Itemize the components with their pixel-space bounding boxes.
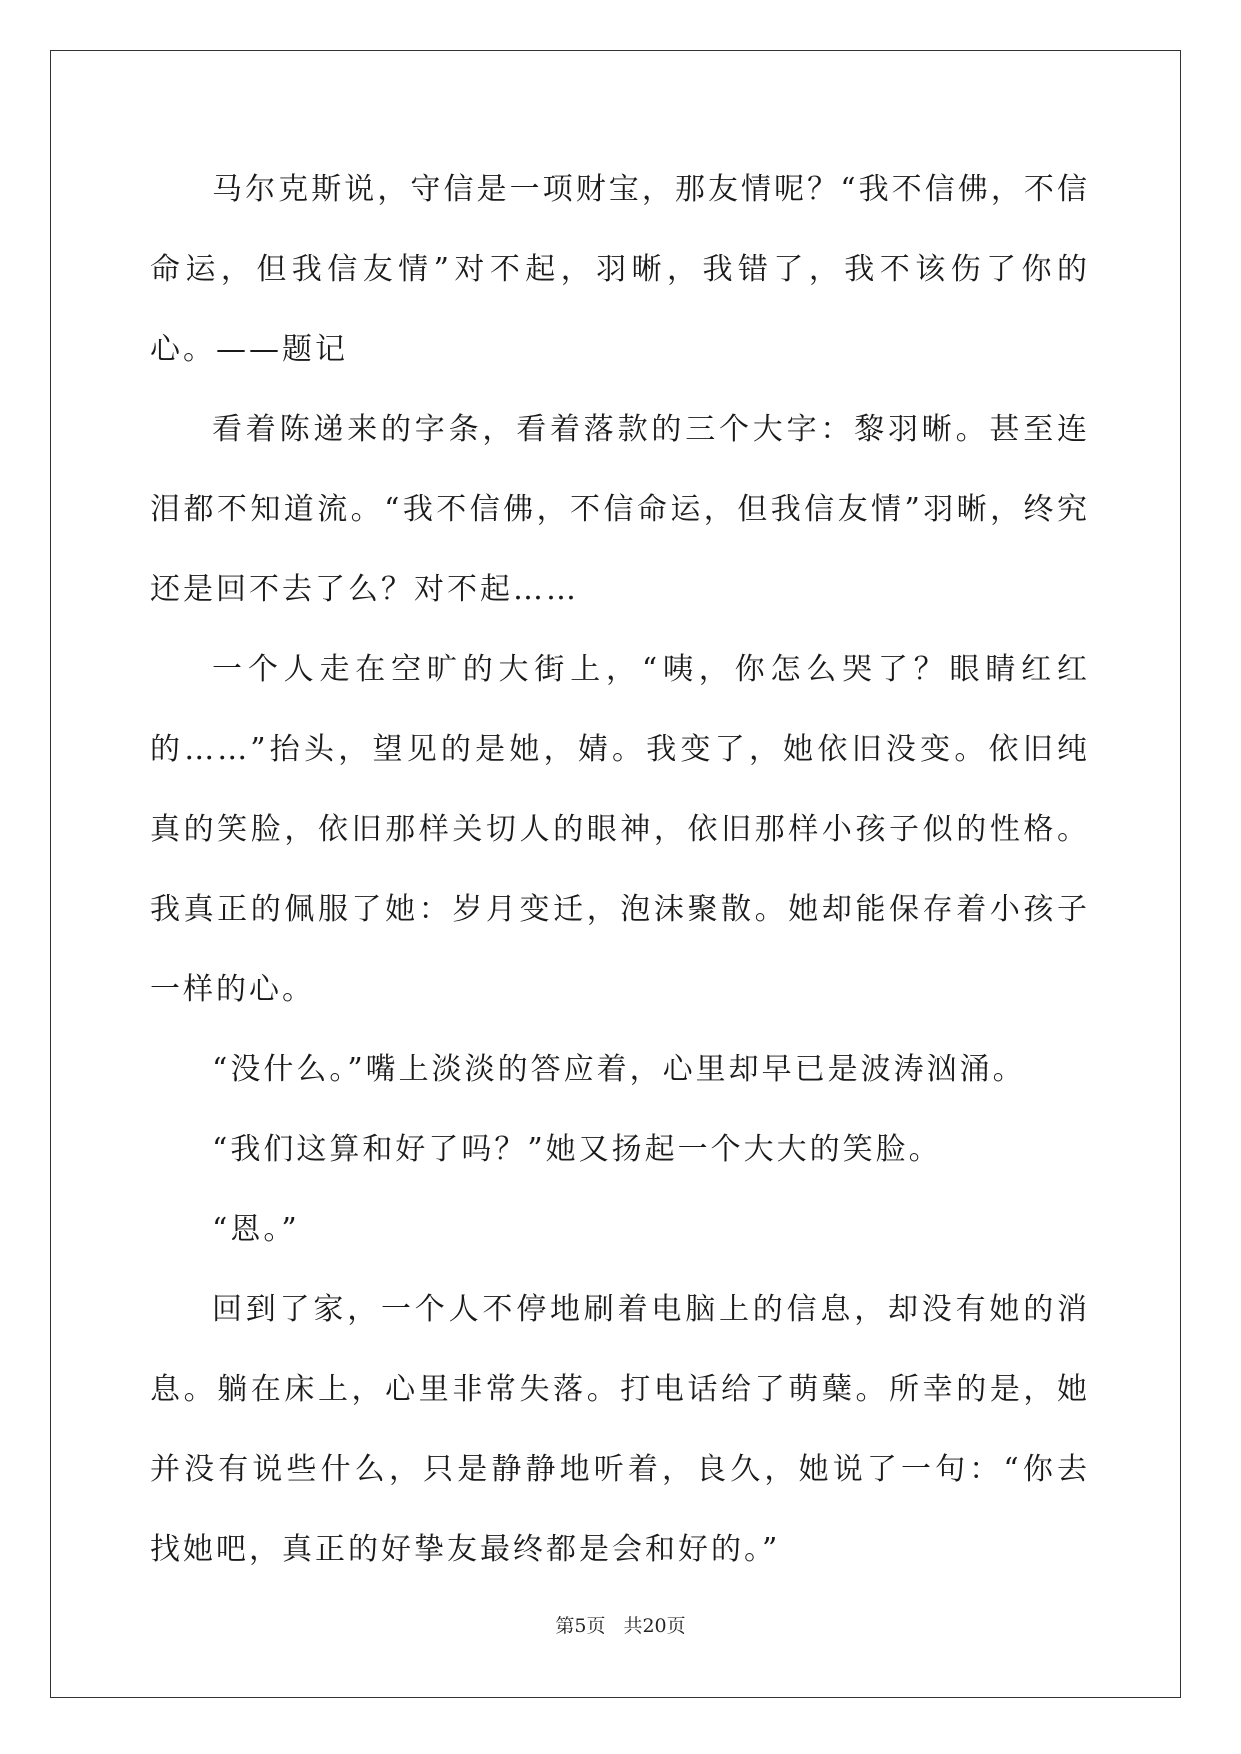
paragraph-note: 看着陈递来的字条，看着落款的三个大字：黎羽晰。甚至连泪都不知道流。“我不信佛，不信命运，但我信友情”羽晰，终究还是回不去了么？对不起…… [150,412,1090,607]
paragraph-dialogue-2: “我们这算和好了吗？”她又扬起一个大大的笑脸。 [212,1132,942,1167]
page-number: 第5页 [555,1615,606,1637]
paragraph-dialogue-3: “恩。” [212,1212,300,1247]
document-body [150,150,1090,1590]
page-footer [0,1614,1241,1638]
paragraph-home: 回到了家，一个人不停地刷着电脑上的信息，却没有她的消息。躺在床上，心里非常失落。打电话给了萌蘖。所幸的是，她并没有说些什么，只是静静地听着，良久，她说了一句：“你去找她吧，真正的好挚友最终都是会和好的。” [150,1292,1090,1567]
paragraph-epigraph: 马尔克斯说，守信是一项财宝，那友情呢？“我不信佛，不信命运，但我信友情”对不起，羽晰，我错了，我不该伤了你的心。——题记 [150,172,1090,367]
page-total: 共20页 [623,1615,686,1637]
paragraph-street: 一个人走在空旷的大街上，“咦，你怎么哭了？眼睛红红的……”抬头，望见的是她，婧。我变了，她依旧没变。依旧纯真的笑脸，依旧那样关切人的眼神，依旧那样小孩子似的性格。我真正的佩服了她：岁月变迁，泡沫聚散。她却能保存着小孩子一样的心。 [150,652,1090,1007]
paragraph-dialogue-1: “没什么。”嘴上淡淡的答应着，心里却早已是波涛汹涌。 [212,1052,1026,1087]
